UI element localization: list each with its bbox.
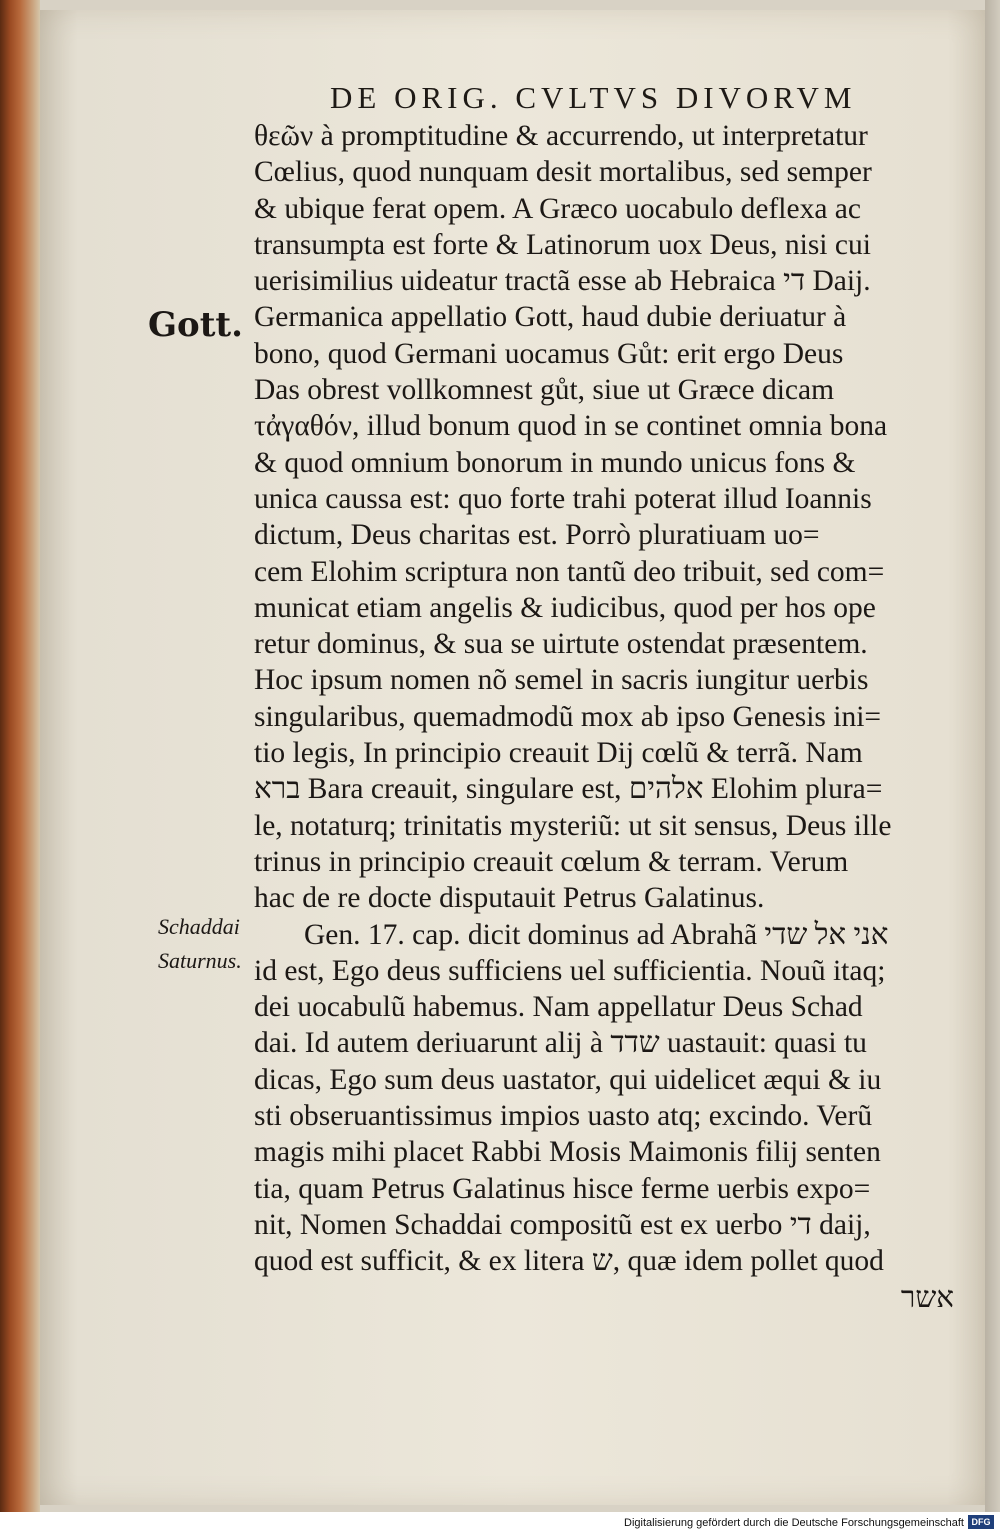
text-line: municat etiam angelis & iudicibus, quod per hos ope <box>254 591 876 624</box>
text-line: dai. Id autem deriuarunt alij à שדד uastauit: quasi tu <box>254 1027 867 1060</box>
text-line: unica caussa est: quo forte trahi poterat illud Ioannis <box>254 482 872 515</box>
margin-note-schaddai: Schaddai <box>158 914 240 939</box>
text-line: bono, quod Germani uocamus Gůt: erit ergo Deus <box>254 337 844 370</box>
text-line: ברא Bara creauit, singulare est, אלהים Elohim plura= <box>254 773 883 806</box>
margin-note-gott: Gott. <box>148 305 243 345</box>
text-line: Gen. 17. cap. dicit dominus ad Abrahã אני אל שדי <box>304 918 889 951</box>
catchword: אשר <box>900 1281 954 1314</box>
text-line: tio legis, In principio creauit Dij cœlũ & terrã. Nam <box>254 737 863 770</box>
text-line: & quod omnium bonorum in mundo unicus fons & <box>254 446 856 479</box>
text-line: dicas, Ego sum deus uastator, qui uidelicet æqui & iu <box>254 1063 882 1096</box>
text-line: Cœlius, quod nunquam desit mortalibus, sed semper <box>254 156 872 189</box>
text-line: dictum, Deus charitas est. Porrò pluratiuam uo= <box>254 519 820 552</box>
body-text <box>254 118 964 1316</box>
text-line: Germanica appellatio Gott, haud dubie deriuatur à <box>254 301 847 334</box>
text-line: Hoc ipsum nomen nõ semel in sacris iungitur uerbis <box>254 664 869 697</box>
text-line: transumpta est forte & Latinorum uox Deus, nisi cui <box>254 228 871 261</box>
text-line: quod est sufficit, & ex litera ש, quæ idem pollet quod <box>254 1245 884 1278</box>
text-line: sti obseruantissimus impios uasto atq; excindo. Verũ <box>254 1100 873 1133</box>
text-line: singularibus, quemadmodũ mox ab ipso Genesis ini= <box>254 700 882 733</box>
footer-credit: Digitalisierung gefördert durch die Deutsche Forschungsgemeinschaft <box>624 1517 964 1529</box>
text-line: hac de re docte disputauit Petrus Galatinus. <box>254 882 765 915</box>
text-line: magis mihi placet Rabbi Mosis Maimonis filij senten <box>254 1136 881 1169</box>
text-line: dei uocabulũ habemus. Nam appellatur Deus Schad <box>254 991 863 1024</box>
text-line: le, notaturq; trinitatis mysteriũ: ut sit sensus, Deus ille <box>254 809 892 842</box>
book-binding-edge <box>0 0 40 1512</box>
text-line: id est, Ego deus sufficiens uel sufficientia. Nouũ itaq; <box>254 954 886 987</box>
text-line: τἀγαθόν, illud bonum quod in se continet omnia bona <box>254 410 888 443</box>
running-head: DE ORIG. CVLTVS DIVORVM <box>330 80 857 115</box>
text-line: uerisimilius uideatur tractã esse ab Hebraica די Daij. <box>254 265 871 298</box>
margin-note-saturnus: Saturnus. <box>158 948 242 973</box>
text-line: tia, quam Petrus Galatinus hisce ferme uerbis expo= <box>254 1172 871 1205</box>
text-line: trinus in principio creauit cœlum & terram. Verum <box>254 845 849 878</box>
text-line: nit, Nomen Schaddai compositũ est ex uerbo די daij, <box>254 1208 871 1241</box>
text-line: cem Elohim scriptura non tantũ deo tribuit, sed com= <box>254 555 885 588</box>
page-edge <box>985 0 1000 1512</box>
text-line: Das obrest vollkomnest gůt, siue ut Græce dicam <box>254 374 835 407</box>
text-line: & ubique ferat opem. A Græco uocabulo deflexa ac <box>254 192 861 225</box>
text-line: retur dominus, & sua se uirtute ostendat præsentem. <box>254 628 868 661</box>
dfg-logo: DFG <box>968 1515 994 1529</box>
text-line: θεῶν à promptitudine & accurrendo, ut interpretatur <box>254 120 868 152</box>
